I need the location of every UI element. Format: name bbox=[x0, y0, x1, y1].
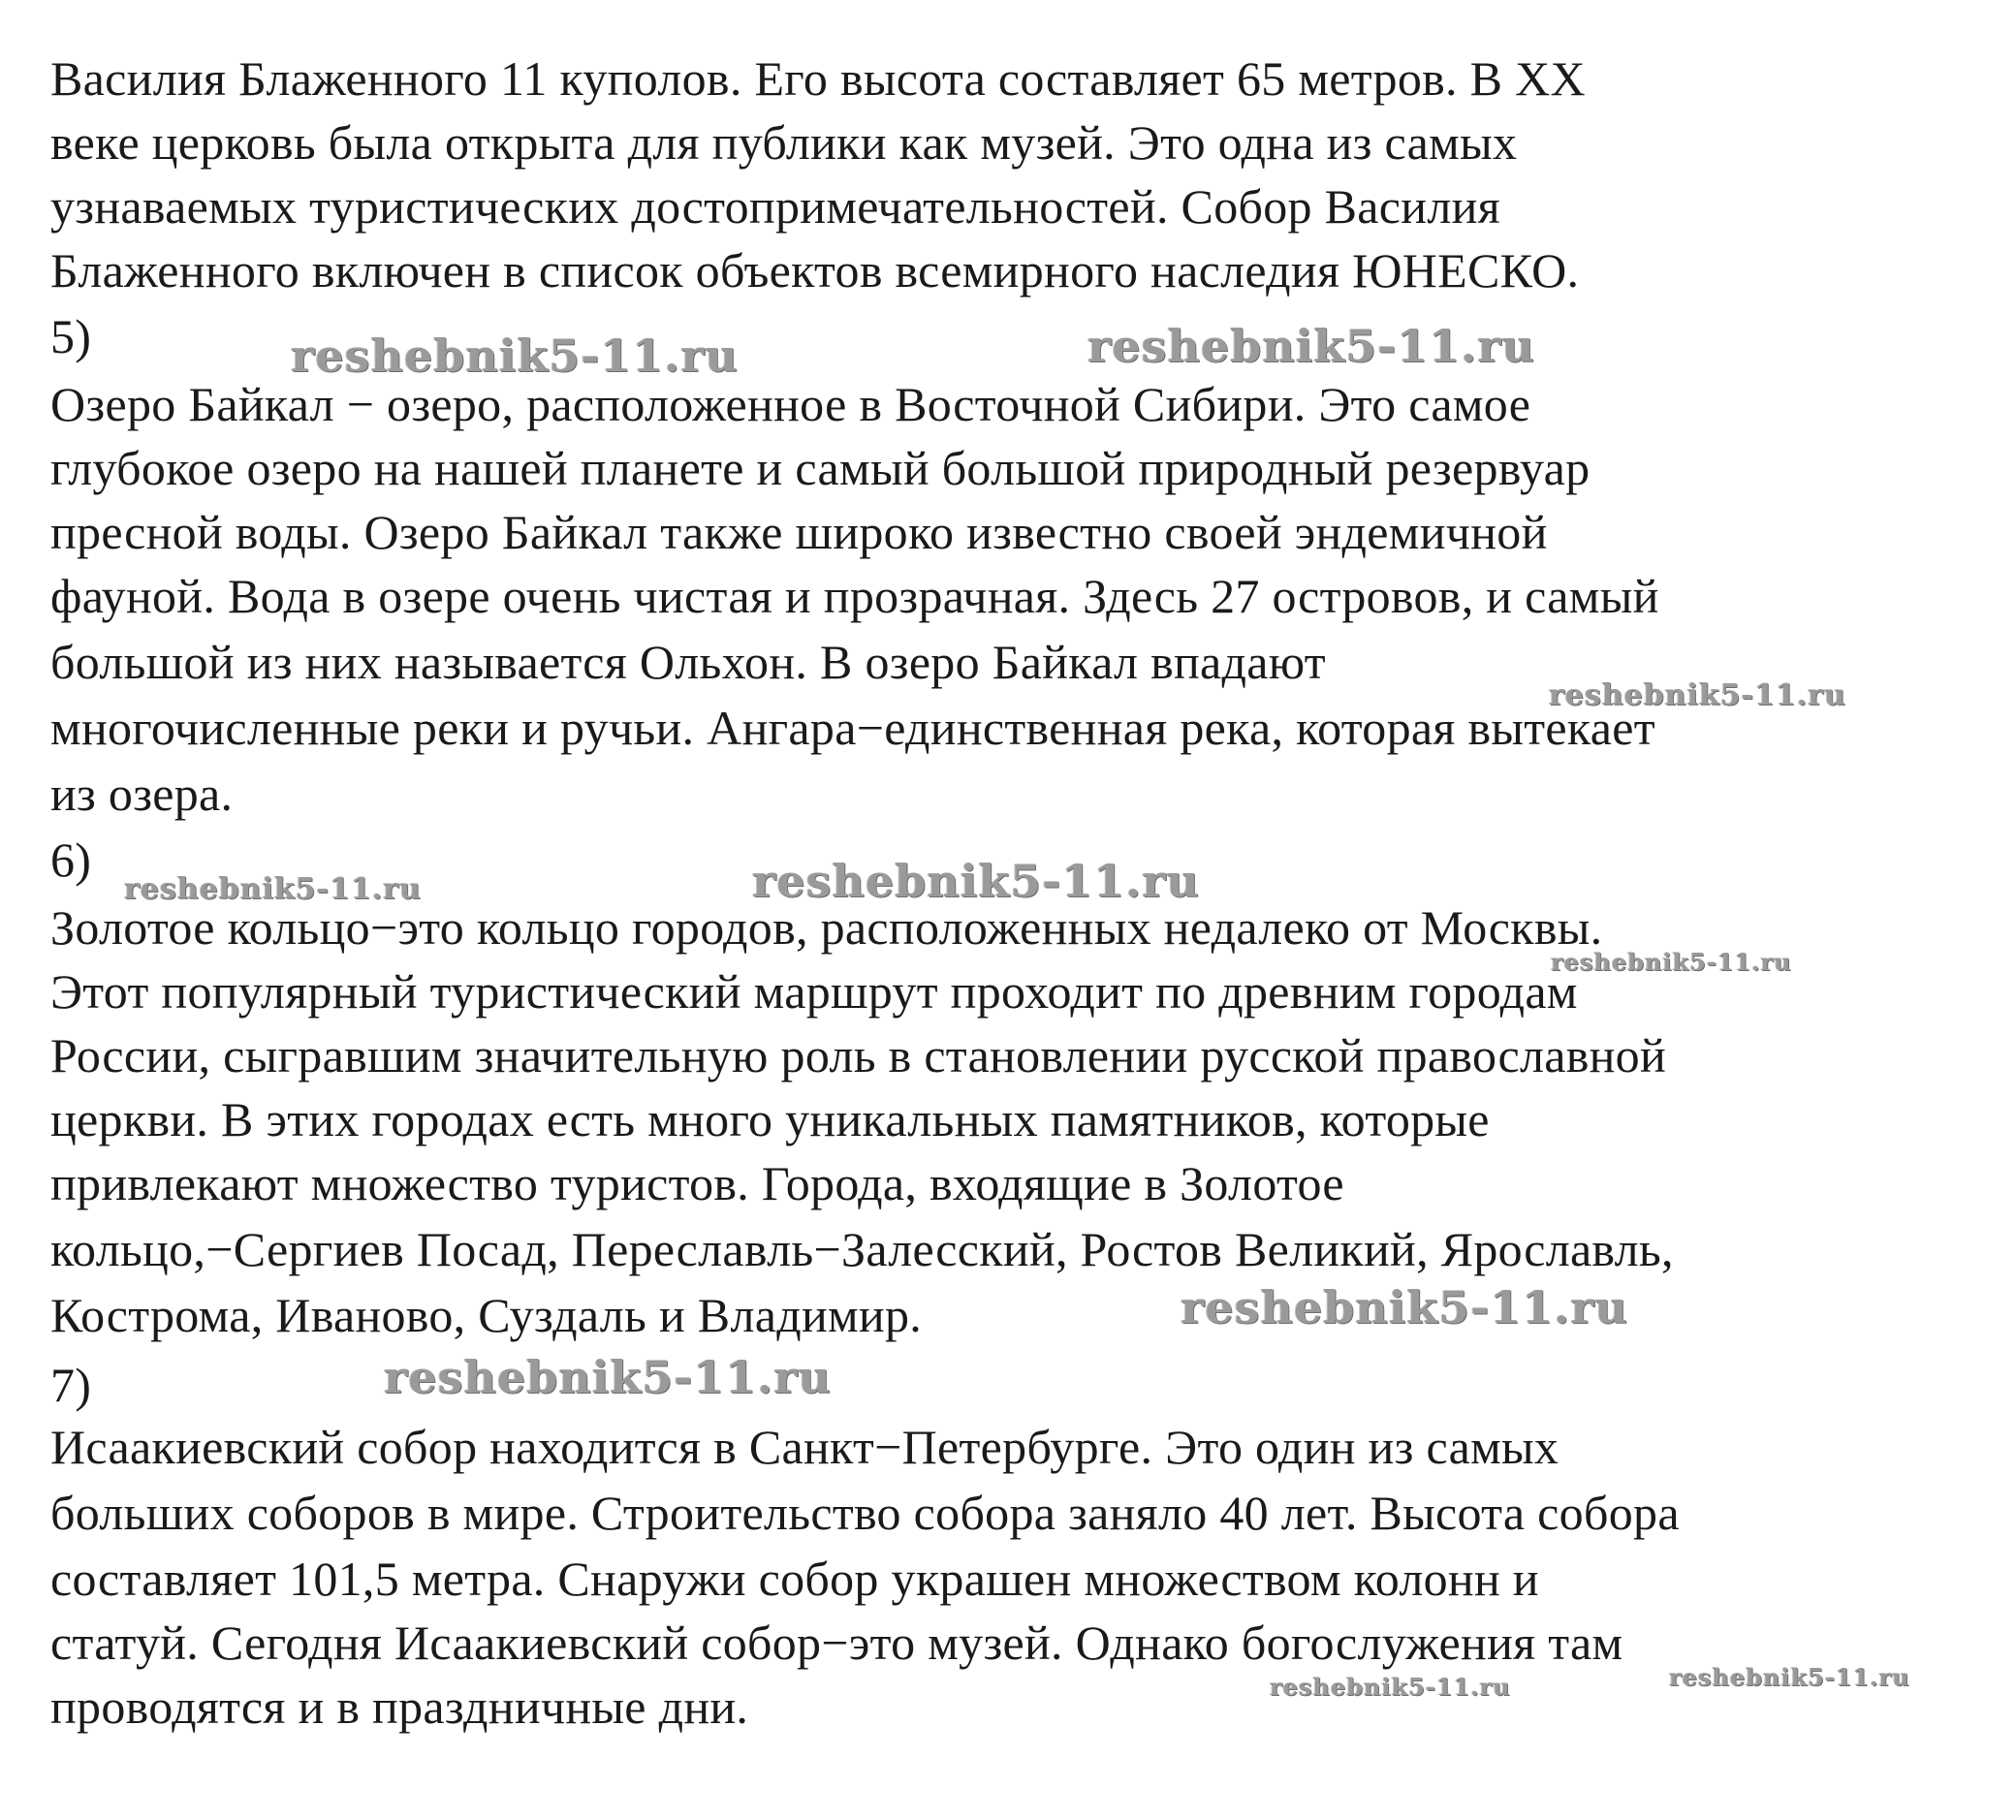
text-line: Блаженного включен в список объектов всемирного наследия ЮНЕСКО. bbox=[50, 243, 1580, 298]
text-line: Озеро Байкал − озеро, расположенное в Восточной Сибири. Это самое bbox=[50, 377, 1531, 431]
section-number: 5) bbox=[50, 309, 92, 363]
watermark: reshebnik5-11.ru bbox=[1270, 1673, 1511, 1701]
text-line: Этот популярный туристический маршрут проходит по древним городам bbox=[50, 964, 1578, 1019]
text-line: Исаакиевский собор находится в Санкт−Петербурге. Это один из самых bbox=[50, 1420, 1559, 1474]
text-line: больших соборов в мире. Строительство собора заняло 40 лет. Высота собора bbox=[50, 1486, 1680, 1540]
watermark: reshebnik5-11.ru bbox=[1181, 1281, 1628, 1334]
text-line: пресной воды. Озеро Байкал также широко известно своей эндемичной bbox=[50, 505, 1548, 559]
watermark: reshebnik5-11.ru bbox=[1087, 320, 1535, 372]
text-line: кольцо,−Сергиев Посад, Переславль−Залесский, Ростов Великий, Ярославль, bbox=[50, 1222, 1674, 1276]
text-line: привлекают множество туристов. Города, входящие в Золотое bbox=[50, 1156, 1344, 1210]
section-number: 6) bbox=[50, 832, 92, 887]
watermark: reshebnik5-11.ru bbox=[1549, 678, 1846, 712]
watermark: reshebnik5-11.ru bbox=[752, 855, 1200, 907]
text-line: России, сыгравшим значительную роль в становлении русской православной bbox=[50, 1028, 1667, 1083]
text-line: Золотое кольцо−это кольцо городов, расположенных недалеко от Москвы. bbox=[50, 900, 1603, 955]
text-line: веке церковь была открыта для публики как музей. Это одна из самых bbox=[50, 115, 1518, 170]
text-line: статуй. Сегодня Исаакиевский собор−это музей. Однако богослужения там bbox=[50, 1616, 1623, 1670]
watermark: reshebnik5-11.ru bbox=[124, 872, 422, 906]
watermark: reshebnik5-11.ru bbox=[1669, 1663, 1910, 1691]
watermark: reshebnik5-11.ru bbox=[384, 1351, 832, 1403]
text-line: большой из них называется Ольхон. В озеро Байкал впадают bbox=[50, 635, 1326, 689]
text-line: Кострома, Иваново, Суздаль и Владимир. bbox=[50, 1288, 923, 1342]
text-line: проводятся и в праздничные дни. bbox=[50, 1679, 749, 1734]
text-line: составляет 101,5 метра. Снаружи собор украшен множеством колонн и bbox=[50, 1552, 1539, 1606]
watermark: reshebnik5-11.ru bbox=[291, 329, 739, 382]
text-line: из озера. bbox=[50, 767, 234, 821]
text-line: глубокое озеро на нашей планете и самый большой природный резервуар bbox=[50, 441, 1591, 495]
text-line: Василия Блаженного 11 куполов. Его высота составляет 65 метров. В XX bbox=[50, 51, 1586, 106]
section-number: 7) bbox=[50, 1358, 92, 1412]
watermark: reshebnik5-11.ru bbox=[1551, 948, 1792, 976]
text-line: многочисленные реки и ручьи. Ангара−единственная река, которая вытекает bbox=[50, 701, 1655, 755]
text-line: узнаваемых туристических достопримечательностей. Собор Василия bbox=[50, 179, 1500, 234]
text-line: фауной. Вода в озере очень чистая и прозрачная. Здесь 27 островов, и самый bbox=[50, 569, 1659, 623]
text-line: церкви. В этих городах есть много уникальных памятников, которые bbox=[50, 1092, 1490, 1146]
